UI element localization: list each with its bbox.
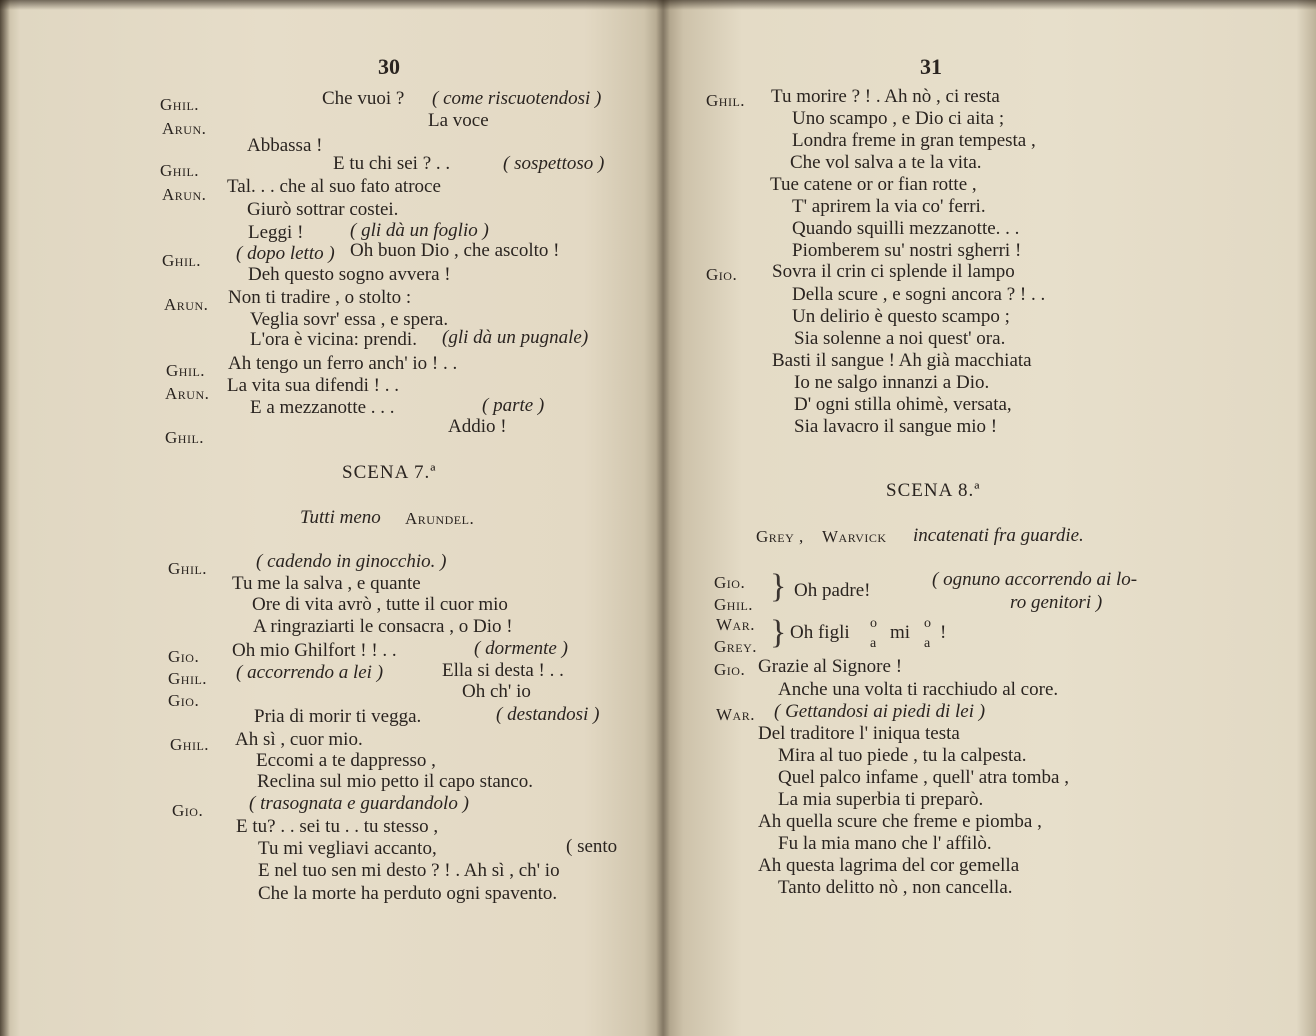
verse-line: Della scure , e sogni ancora ? ! . . xyxy=(792,284,1046,305)
verse-line: Sia lavacro il sangue mio ! xyxy=(794,416,998,437)
stage-direction: ( ognuno accorrendo ai lo- xyxy=(932,569,1138,590)
verse-line: Tal. . . che al suo fato atroce xyxy=(227,176,441,197)
verse-line: La vita sua difendi ! . . xyxy=(227,375,400,396)
speaker: Gio. xyxy=(168,691,200,710)
verse-line: Che vol salva a te la vita. xyxy=(790,152,982,173)
verse-line: ! xyxy=(940,622,947,643)
verse-line: Deh questo sogno avvera ! xyxy=(248,264,451,285)
verse-line: Quel palco infame , quell' atra tomba , xyxy=(778,767,1069,788)
verse-line: Tue catene or or fian rotte , xyxy=(770,174,977,195)
verse-line: L'ora è vicina: prendi. xyxy=(250,329,417,350)
speaker: War. xyxy=(716,705,755,724)
speaker: Ghil. xyxy=(165,428,205,447)
verse-line: Del traditore l' iniqua testa xyxy=(758,723,960,744)
stage-direction: ( accorrendo a lei ) xyxy=(236,662,384,683)
stage-direction: ( sento xyxy=(566,836,618,857)
stage-direction: ( trasognata e guardandolo ) xyxy=(249,793,469,814)
stage-direction: ( destandosi ) xyxy=(496,704,600,725)
stage-direction: ( come riscuotendosi ) xyxy=(432,88,602,109)
top-edge-shadow xyxy=(0,0,1316,10)
verse-line: E nel tuo sen mi desto ? ! . Ah sì , ch' io xyxy=(258,860,560,881)
verse-line: Ah quella scure che freme e piomba , xyxy=(758,811,1042,832)
speaker: Ghil. xyxy=(168,669,208,688)
speaker: Ghil. xyxy=(714,595,754,614)
verse-line: Reclina sul mio petto il capo stanco. xyxy=(257,771,533,792)
verse-line: Oh figli xyxy=(790,622,850,643)
verse-line: Ore di vita avrò , tutte il cuor mio xyxy=(252,594,508,615)
ending-superscript: o xyxy=(870,616,877,631)
scene-cast-direction: incatenati fra guardie. xyxy=(913,525,1084,546)
verse-line: Uno scampo , e Dio ci aita ; xyxy=(792,108,1005,129)
scene-cast-direction: Tutti meno xyxy=(300,507,381,528)
speaker: War. xyxy=(716,615,755,634)
stage-direction: ( cadendo in ginocchio. ) xyxy=(256,551,447,572)
verse-line: Ella si desta ! . . xyxy=(442,660,564,681)
page-number: 30 xyxy=(378,54,400,79)
speaker: Gio. xyxy=(172,801,204,820)
speaker: Ghil. xyxy=(168,559,208,578)
stage-direction: ro genitori ) xyxy=(1010,592,1103,613)
verse-line: D' ogni stilla ohimè, versata, xyxy=(794,394,1012,415)
scene-cast-name: Grey , xyxy=(756,527,804,546)
verse-line: Addio ! xyxy=(448,416,507,437)
stage-direction: ( sospettoso ) xyxy=(503,153,605,174)
brace: } xyxy=(770,568,787,605)
speaker: Ghil. xyxy=(706,91,746,110)
ending-subscript: a xyxy=(870,636,877,651)
scene-cast-name: Arundel. xyxy=(405,509,475,528)
verse-line: Ah sì , cuor mio. xyxy=(235,729,363,750)
stage-direction: (gli dà un pugnale) xyxy=(442,327,589,348)
speaker: Arun. xyxy=(162,119,207,138)
speaker: Arun. xyxy=(162,185,207,204)
verse-line: Giurò sottrar costei. xyxy=(247,199,399,220)
speaker: Ghil. xyxy=(160,95,200,114)
scene-title: SCENA 8.ª xyxy=(886,480,981,501)
scene-title: SCENA 7.ª xyxy=(342,462,437,483)
ending-subscript: a xyxy=(924,636,931,651)
speaker: Gio. xyxy=(714,573,746,592)
verse-line: Sovra il crin ci splende il lampo xyxy=(772,261,1015,282)
verse-line: Tu me la salva , e quante xyxy=(232,573,421,594)
stage-direction: ( dopo letto ) xyxy=(236,243,335,264)
verse-line: Ah tengo un ferro anch' io ! . . xyxy=(228,353,458,374)
verse-line: Mira al tuo piede , tu la calpesta. xyxy=(778,745,1027,766)
speaker: Gio. xyxy=(168,647,200,666)
stage-direction: ( gli dà un foglio ) xyxy=(350,220,489,241)
verse-line: La voce xyxy=(428,110,489,131)
verse-line: Sia solenne a noi quest' ora. xyxy=(794,328,1006,349)
verse-line: Oh padre! xyxy=(794,580,871,601)
verse-line: Abbassa ! xyxy=(247,135,323,156)
verse-line: Londra freme in gran tempesta , xyxy=(792,130,1036,151)
stage-direction: ( dormente ) xyxy=(474,638,568,659)
verse-line: Tu mi vegliavi accanto, xyxy=(258,838,437,859)
verse-line: Anche una volta ti racchiudo al core. xyxy=(778,679,1059,700)
speaker: Arun. xyxy=(165,384,210,403)
verse-line: Eccomi a te dappresso , xyxy=(256,750,436,771)
verse-line: La mia superbia ti preparò. xyxy=(778,789,984,810)
verse-line: Oh buon Dio , che ascolto ! xyxy=(350,240,560,261)
verse-line: E a mezzanotte . . . xyxy=(250,397,395,418)
right-page xyxy=(664,0,1316,1036)
verse-line: Che vuoi ? xyxy=(322,88,405,109)
speaker: Arun. xyxy=(164,295,209,314)
verse-line: Tanto delitto nò , non cancella. xyxy=(778,877,1013,898)
speaker: Grey. xyxy=(714,637,758,656)
verse-line: Grazie al Signore ! xyxy=(758,656,903,677)
verse-line: Che la morte ha perduto ogni spavento. xyxy=(258,883,558,904)
verse-line: Io ne salgo innanzi a Dio. xyxy=(794,372,990,393)
book-gutter xyxy=(656,0,670,1036)
speaker: Ghil. xyxy=(162,251,202,270)
verse-line: Basti il sangue ! Ah già macchiata xyxy=(772,350,1032,371)
scene-cast-name: Warvick xyxy=(822,527,887,546)
verse-line: Quando squilli mezzanotte. . . xyxy=(792,218,1020,239)
verse-line: Piomberem su' nostri sgherri ! xyxy=(792,240,1022,261)
verse-line: Pria di morir ti vegga. xyxy=(254,706,422,727)
speaker: Ghil. xyxy=(166,361,206,380)
brace: } xyxy=(770,614,787,651)
verse-line: Tu morire ? ! . Ah nò , ci resta xyxy=(771,86,1000,107)
verse-line: Ah questa lagrima del cor gemella xyxy=(758,855,1020,876)
verse-line: Un delirio è questo scampo ; xyxy=(792,306,1010,327)
verse-line: Leggi ! xyxy=(248,222,304,243)
verse-line: T' aprirem la via co' ferri. xyxy=(792,196,986,217)
verse-line: mi xyxy=(890,622,911,643)
verse-line: E tu? . . sei tu . . tu stesso , xyxy=(236,816,439,837)
speaker: Gio. xyxy=(714,660,746,679)
stage-direction: ( parte ) xyxy=(482,395,545,416)
verse-line: Oh mio Ghilfort ! ! . . xyxy=(232,640,397,661)
verse-line: E tu chi sei ? . . xyxy=(333,153,451,174)
verse-line: Non ti tradire , o stolto : xyxy=(228,287,412,308)
speaker: Ghil. xyxy=(160,161,200,180)
verse-line: Veglia sovr' essa , e spera. xyxy=(250,309,449,330)
page-number: 31 xyxy=(920,54,942,79)
left-edge-shadow xyxy=(0,0,10,1036)
verse-line: Fu la mia mano che l' affilò. xyxy=(778,833,992,854)
speaker: Ghil. xyxy=(170,735,210,754)
stage-direction: ( Gettandosi ai piedi di lei ) xyxy=(774,701,986,722)
verse-line: A ringraziarti le consacra , o Dio ! xyxy=(253,616,513,637)
verse-line: Oh ch' io xyxy=(462,681,531,702)
ending-superscript: o xyxy=(924,616,931,631)
speaker: Gio. xyxy=(706,265,738,284)
